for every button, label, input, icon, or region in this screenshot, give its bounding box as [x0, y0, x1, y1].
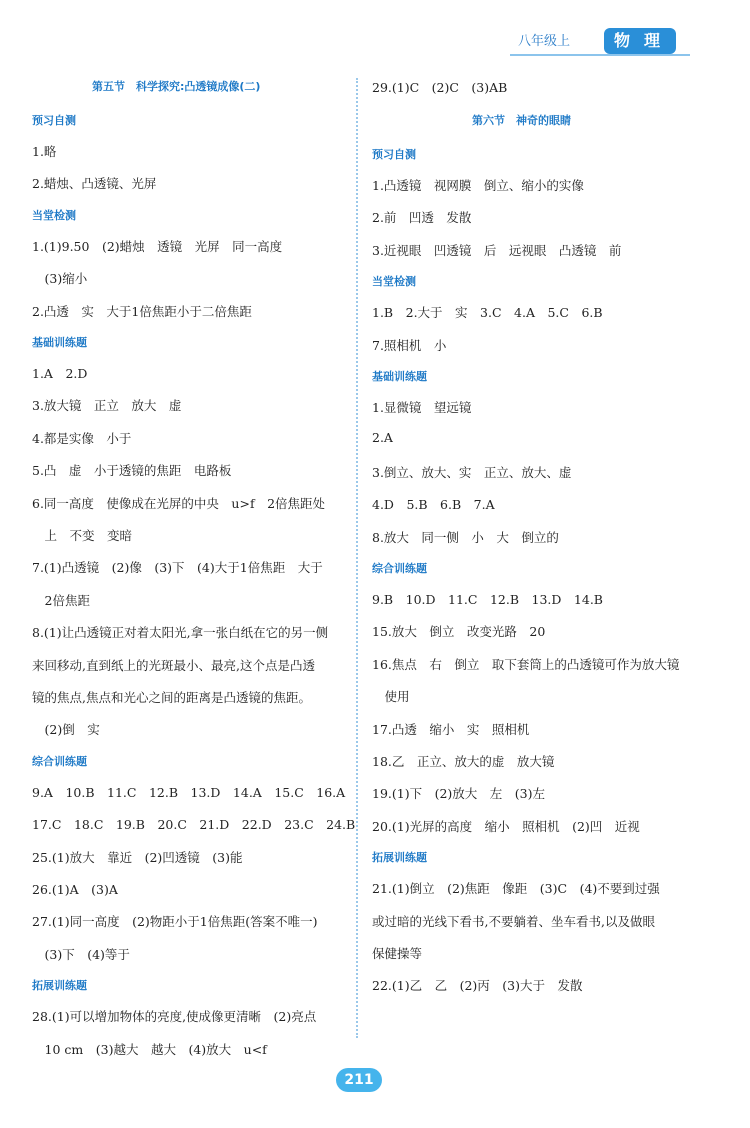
section-heading: 预习自测	[32, 114, 76, 127]
answer-line: 2倍焦距	[32, 592, 90, 608]
grade-label: 八年级上	[518, 34, 571, 49]
page-number: 211	[336, 1068, 382, 1092]
answer-line: 5.凸 虚 小于透镜的焦距 电路板	[32, 463, 232, 479]
answer-line: 2.凸透 实 大于1倍焦距小于二倍焦距	[32, 303, 252, 319]
answer-line: 3.放大镜 正立 放大 虚	[32, 398, 182, 414]
answer-line: 1.略	[32, 144, 57, 159]
answer-line: 上 不变 变暗	[32, 528, 133, 543]
answer-line: 2.蜡烛、凸透镜、光屏	[32, 176, 157, 192]
answer-line: 17.凸透 缩小 实 照相机	[372, 721, 530, 737]
answer-line: 1.(1)9.50 (2)蜡烛 透镜 光屏 同一高度	[32, 238, 283, 254]
answer-line: 15.放大 倒立 改变光路 20	[372, 624, 546, 640]
column-divider	[356, 78, 358, 1038]
answer-line: 8.放大 同一侧 小 大 倒立的	[372, 529, 559, 545]
answer-line: 1.A 2.D	[32, 366, 88, 381]
answer-line: 1.凸透镜 视网膜 倒立、缩小的实像	[372, 178, 584, 193]
answer-line: 或过暗的光线下看书,不要躺着、坐车看书,以及做眼	[372, 913, 655, 929]
section-heading: 拓展训练题	[372, 851, 427, 865]
answer-line: 9.A 10.B 11.C 12.B 13.D 14.A 15.C 16.A	[32, 784, 346, 800]
section-heading: 当堂检测	[32, 208, 76, 222]
answer-line: 20.(1)光屏的高度 缩小 照相机 (2)凹 近视	[372, 818, 640, 834]
answer-line: 9.B 10.D 11.C 12.B 13.D 14.B	[372, 592, 603, 607]
answer-line: 镜的焦点,焦点和光心之间的距离是凸透镜的焦距。	[32, 690, 311, 705]
answer-line: 6.同一高度 使像成在光屏的中央 u>f 2倍焦距处	[32, 495, 326, 511]
answer-line: 28.(1)可以增加物体的亮度,使成像更清晰 (2)亮点	[32, 1009, 317, 1025]
answer-line: 29.(1)C (2)C (3)AB	[372, 80, 508, 95]
answer-line: (2)倒 实	[32, 722, 100, 738]
answer-line: 19.(1)下 (2)放大 左 (3)左	[372, 786, 545, 802]
answer-line: 17.C 18.C 19.B 20.C 21.D 22.D 23.C 24.B	[32, 817, 356, 833]
answer-line: 2.A	[372, 430, 393, 446]
answer-line: 8.(1)让凸透镜正对着太阳光,拿一张白纸在它的另一侧	[32, 625, 329, 641]
answer-line: 7.(1)凸透镜 (2)像 (3)下 (4)大于1倍焦距 大于	[32, 560, 323, 576]
section-heading: 预习自测	[372, 148, 416, 161]
answer-line: 16.焦点 右 倒立 取下套筒上的凸透镜可作为放大镜	[372, 656, 680, 672]
answer-line: 2.前 凹透 发散	[372, 210, 472, 226]
section-heading: 拓展训练题	[32, 979, 87, 993]
answer-line: 1.显微镜 望远镜	[372, 400, 472, 415]
answer-line: 使用	[372, 689, 410, 705]
answer-line: 7.照相机 小	[372, 337, 447, 353]
answer-line: 3.倒立、放大、实 正立、放大、虚	[372, 464, 572, 480]
answer-line: 26.(1)A (3)A	[32, 882, 118, 897]
section-heading: 综合训练题	[32, 754, 87, 768]
answer-line: 18.乙 正立、放大的虚 放大镜	[372, 754, 555, 769]
section-heading: 基础训练题	[32, 336, 87, 349]
answer-line: 25.(1)放大 靠近 (2)凹透镜 (3)能	[32, 849, 243, 865]
subject-badge: 物理	[604, 28, 676, 54]
header-underline	[510, 54, 690, 56]
answer-line: 27.(1)同一高度 (2)物距小于1倍焦距(答案不唯一)	[32, 914, 318, 930]
answer-line: (3)缩小	[32, 271, 88, 287]
answer-line: 21.(1)倒立 (2)焦距 像距 (3)C (4)不要到过强	[372, 881, 660, 897]
answer-line: 3.近视眼 凹透镜 后 远视眼 凸透镜 前	[372, 242, 622, 258]
page-header	[500, 24, 730, 64]
section-title-5: 第五节 科学探究:凸透镜成像(二)	[92, 80, 261, 93]
answer-line: 保健操等	[372, 946, 423, 961]
answer-line: (3)下 (4)等于	[32, 946, 130, 962]
answer-line: 22.(1)乙 乙 (2)丙 (3)大于 发散	[372, 978, 583, 994]
answer-line: 4.都是实像 小于	[32, 430, 132, 446]
answer-line: 10 cm (3)越大 越大 (4)放大 u<f	[32, 1041, 267, 1057]
answer-line: 4.D 5.B 6.B 7.A	[372, 497, 495, 513]
section-title-6: 第六节 神奇的眼睛	[472, 114, 571, 127]
answer-line: 1.B 2.大于 实 3.C 4.A 5.C 6.B	[372, 305, 603, 321]
answer-line: 来回移动,直到纸上的光斑最小、最亮,这个点是凸透	[32, 657, 315, 673]
section-heading: 当堂检测	[372, 275, 416, 289]
section-heading: 基础训练题	[372, 370, 427, 383]
section-heading: 综合训练题	[372, 562, 427, 575]
